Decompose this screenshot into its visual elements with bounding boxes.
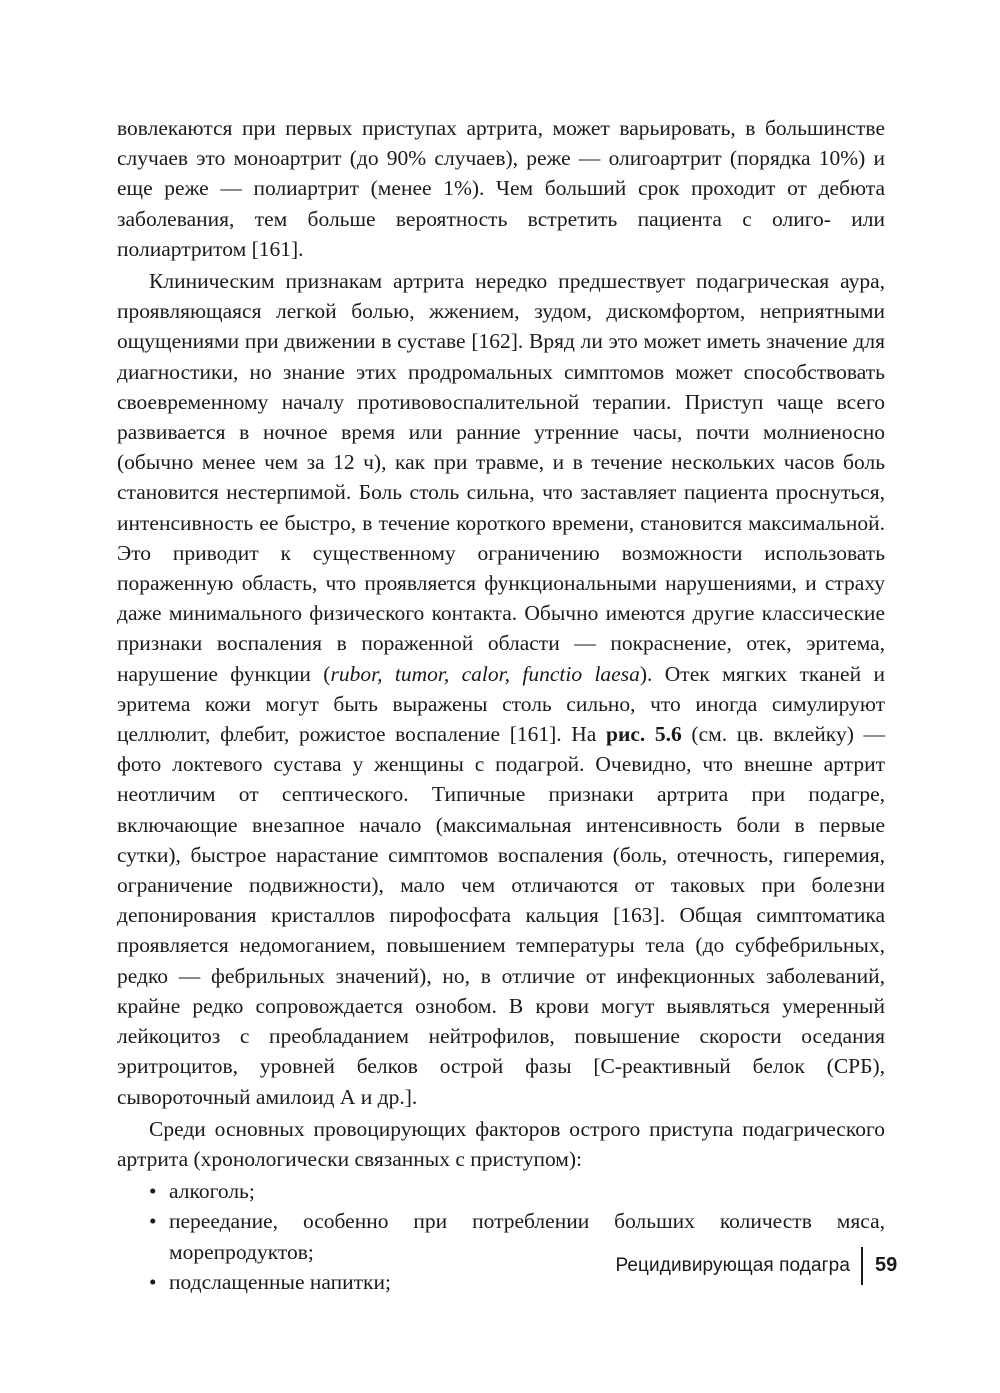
paragraph-text: ). Отек мягких тканей и эритема кожи могут быть выражены столь сильно, что иногда симулируют целлюлит, флебит, рожистое воспаление [161]. На: [117, 661, 885, 747]
page-number: 59: [875, 1254, 898, 1276]
paragraph: вовлекаются при первых приступах артрита, может варьировать, в большинстве случаев это моноартрит (до 90% случаев), реже — олигоартрит (порядка 10%) и еще реже — полиартрит (менее 1%). Чем больший срок проходит от дебюта заболевания, тем больше вероятность встретить пациента с олиго- или полиартритом [161].: [117, 116, 885, 261]
paragraph: [117, 266, 885, 1112]
bullet-icon: •: [149, 1269, 157, 1294]
bullet-icon: •: [149, 1179, 157, 1204]
running-title: Рецидивирующая подагра: [615, 1255, 850, 1276]
body-text: [117, 113, 885, 1297]
page-footer: [0, 1247, 1000, 1287]
list-item-text: переедание, особенно при потреблении больших количеств мяса, морепродуктов;: [169, 1209, 885, 1264]
paragraph: Среди основных провоцирующих факторов острого приступа подагрического артрита (хронологически связанных с приступом):: [117, 1116, 885, 1171]
paragraph-text: (см. цв. вклейку) — фото локтевого сустава у женщины с подагрой. Очевидно, что внешне артрит неотличим от септического. Типичные признаки артрита при подагре, включающие внезапное начало (максимальная интенсивность боли в первые сутки), быстрое нарастание симптомов воспаления (боль, отечность, гиперемия, ограничение подвижности), мало чем отличаются от таковых при болезни депонирования кристаллов пирофосфата кальция [163]. Общая симптоматика проявляется недомоганием, повышением температуры тела (до субфебрильных, редко — фебрильных значений), но, в отличие от инфекционных заболеваний, крайне редко сопровождается ознобом. В крови могут выявляться умеренный лейкоцитоз с преобладанием нейтрофилов, повышение скорости оседания эритроцитов, уровней белков острой фазы [С-реактивный белок (СРБ), сывороточный амилоид А и др.].: [117, 722, 885, 1109]
page-content: [117, 113, 885, 1297]
bullet-icon: •: [149, 1209, 157, 1234]
list-item: [117, 1176, 885, 1206]
latin-terms: rubor, tumor, calor, functio laesa: [330, 661, 640, 686]
list-item-text: подслащенные напитки;: [169, 1269, 391, 1294]
footer-divider: [861, 1247, 863, 1285]
list-item-text: алкоголь;: [169, 1179, 255, 1204]
paragraph-text: Клиническим признакам артрита нередко предшествует подагрическая аура, проявляющаяся легкой болью, жжением, зудом, дискомфортом, неприятными ощущениями при движении в суставе [162]. Вряд ли это может иметь значение для диагностики, но знание этих продромальных симптомов может способствовать своевременному началу противовоспалительной терапии. Приступ чаще всего развивается в ночное время или ранние утренние часы, почти молниеносно (обычно менее чем за 12 ч), как при травме, и в течение нескольких часов боль становится нестерпимой. Боль столь сильна, что заставляет пациента проснуться, интенсивность ее быстро, в течение короткого времени, становится максимальной. Это приводит к существенному ограничению возможности использовать пораженную область, что проявляется функциональными нарушениями, и страху даже минимального физического контакта. Обычно имеются другие классические признаки воспаления в пораженной области — покраснение, отек, эритема, нарушение функции (: [117, 269, 885, 686]
figure-reference: рис. 5.6: [606, 722, 682, 747]
